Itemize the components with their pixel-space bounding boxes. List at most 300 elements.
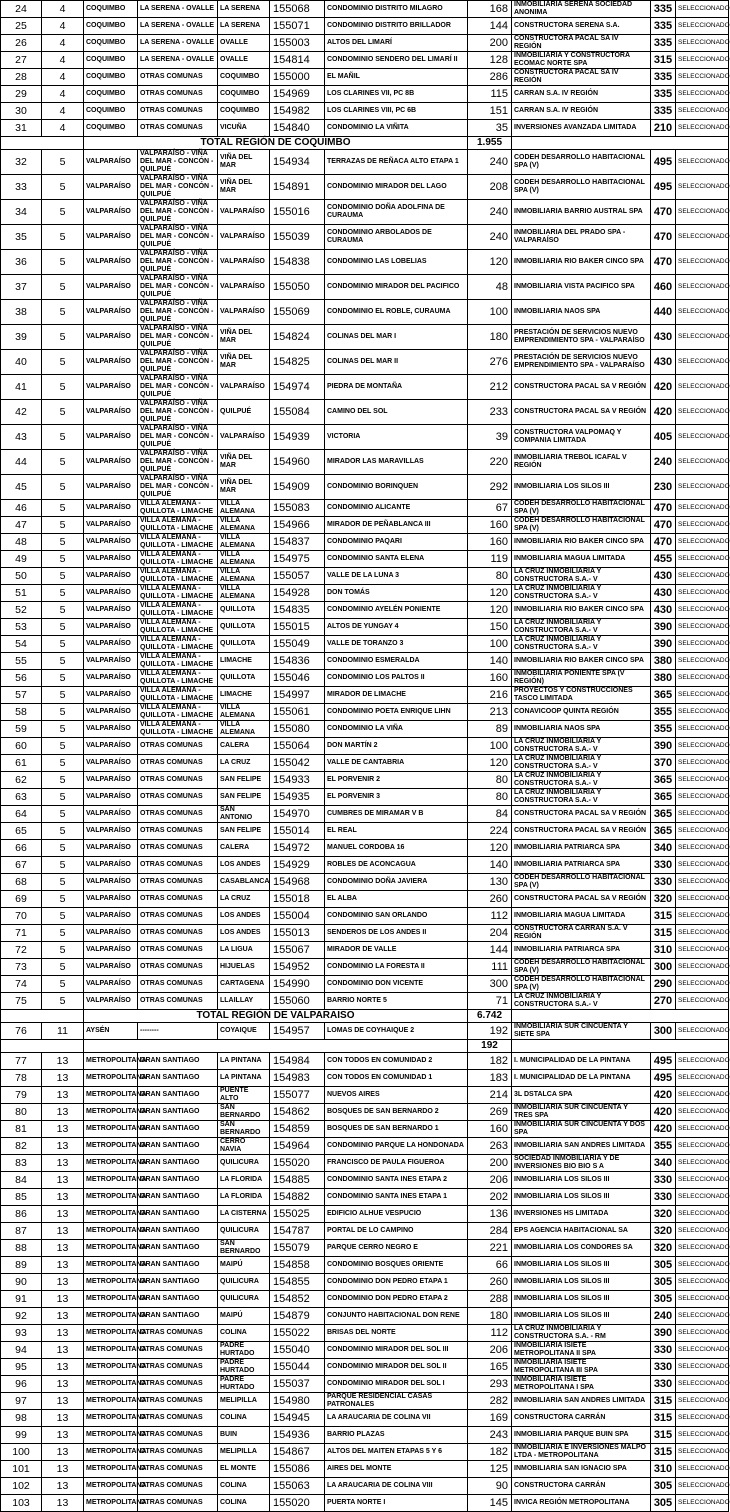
region-name-cell: VALPARAÍSO	[84, 738, 138, 755]
region-number-cell: 4	[42, 1, 84, 18]
housing-units-cell: 200	[468, 35, 512, 52]
table-row	[1, 1240, 729, 1257]
region-name-cell: METROPOLITANA	[84, 1325, 138, 1342]
project-name-cell: CONDOMINIO SANTA INES ETAPA 2	[325, 1172, 468, 1189]
region-name-cell: METROPOLITANA	[84, 1274, 138, 1291]
status-cell: SELECCIONADO	[676, 1478, 729, 1495]
project-code-cell: 154952	[270, 959, 325, 976]
project-code-cell: 154825	[270, 350, 325, 375]
territory-cell: OTRAS COMUNAS	[138, 1325, 218, 1342]
row-number-cell: 63	[1, 789, 42, 806]
project-code-cell: 155068	[270, 1, 325, 18]
status-cell: SELECCIONADO	[676, 1325, 729, 1342]
housing-units-cell: 120	[468, 602, 512, 619]
housing-units-cell: 120	[468, 840, 512, 857]
region-name-cell: METROPOLITANA	[84, 1291, 138, 1308]
region-name-cell: VALPARAÍSO	[84, 772, 138, 789]
row-number-cell: 38	[1, 300, 42, 325]
region-number-cell: 5	[42, 275, 84, 300]
housing-units-cell: 282	[468, 1393, 512, 1410]
housing-units-cell: 136	[468, 1206, 512, 1223]
table-body	[1, 1, 729, 1512]
region-number-cell: 5	[42, 806, 84, 823]
project-name-cell: ALTOS DEL MAITEN ETAPAS 5 Y 6	[325, 1444, 468, 1461]
entity-name-cell: INMOBILIARIA SAN IGNACIO SPA	[512, 1461, 651, 1478]
region-name-cell: METROPOLITANA	[84, 1172, 138, 1189]
status-cell: SELECCIONADO	[676, 942, 729, 959]
status-cell: SELECCIONADO	[676, 619, 729, 636]
status-cell: SELECCIONADO	[676, 1138, 729, 1155]
region-name-cell: VALPARAÍSO	[84, 585, 138, 602]
commune-cell: VILLA ALEMANA	[218, 721, 270, 738]
territory-cell: VALPARAÍSO - VIÑA DEL MAR - CONCÓN - QUILPUÉ	[138, 375, 218, 400]
project-name-cell: CUMBRES DE MIRAMAR V B	[325, 806, 468, 823]
status-cell: SELECCIONADO	[676, 1121, 729, 1138]
housing-units-cell: 144	[468, 942, 512, 959]
row-number-cell: 34	[1, 200, 42, 225]
score-cell: 315	[651, 52, 676, 69]
commune-cell: SAN BERNARDO	[218, 1104, 270, 1121]
commune-cell: CALERA	[218, 840, 270, 857]
commune-cell: PUENTE ALTO	[218, 1087, 270, 1104]
territory-cell: OTRAS COMUNAS	[138, 840, 218, 857]
row-number-cell: 24	[1, 1, 42, 18]
project-name-cell: MIRADOR LAS MARAVILLAS	[325, 450, 468, 475]
score-cell: 230	[651, 475, 676, 500]
table-row	[1, 738, 729, 755]
row-number-cell: 102	[1, 1478, 42, 1495]
score-cell: 315	[651, 925, 676, 942]
commune-cell: QUILICURA	[218, 1291, 270, 1308]
region-name-cell: METROPOLITANA	[84, 1206, 138, 1223]
commune-cell: CERRO NAVIA	[218, 1138, 270, 1155]
region-number-cell: 5	[42, 425, 84, 450]
housing-units-cell: 48	[468, 275, 512, 300]
region-number-cell: 5	[42, 568, 84, 585]
housing-units-cell: 180	[468, 325, 512, 350]
territory-cell: GRAN SANTIAGO	[138, 1121, 218, 1138]
region-name-cell: VALPARAÍSO	[84, 350, 138, 375]
housing-units-cell: 204	[468, 925, 512, 942]
commune-cell: QUILICURA	[218, 1274, 270, 1291]
region-name-cell: VALPARAÍSO	[84, 976, 138, 993]
row-number-cell: 48	[1, 534, 42, 551]
row-number-cell: 83	[1, 1155, 42, 1172]
entity-name-cell: INMOBILIARIA BARRIO AUSTRAL SPA	[512, 200, 651, 225]
housing-units-cell: 168	[468, 1, 512, 18]
project-code-cell: 154984	[270, 1053, 325, 1070]
entity-name-cell: CONSTRUCTORA PACAL SA V REGIÓN	[512, 375, 651, 400]
entity-name-cell: INMOBILIARIA SUR CINCUENTA Y TRES SPA	[512, 1104, 651, 1121]
housing-units-cell: 214	[468, 1087, 512, 1104]
commune-cell: SAN FELIPE	[218, 823, 270, 840]
region-number-cell: 4	[42, 35, 84, 52]
housing-units-cell: 112	[468, 908, 512, 925]
region-number-cell: 13	[42, 1121, 84, 1138]
entity-name-cell: INMOBILIARIA LOS SILOS III	[512, 1257, 651, 1274]
commune-cell: LA CRUZ	[218, 891, 270, 908]
project-code-cell: 154972	[270, 840, 325, 857]
commune-cell: VALPARAÍSO	[218, 425, 270, 450]
table-row	[1, 18, 729, 35]
commune-cell: BUIN	[218, 1427, 270, 1444]
region-name-cell: VALPARAÍSO	[84, 551, 138, 568]
project-code-cell: 155013	[270, 925, 325, 942]
commune-cell: MELIPILLA	[218, 1393, 270, 1410]
region-number-cell: 13	[42, 1376, 84, 1393]
table-row	[1, 534, 729, 551]
housing-units-cell: 100	[468, 300, 512, 325]
table-row	[1, 1461, 729, 1478]
commune-cell: QUILPUÉ	[218, 400, 270, 425]
region-name-cell: VALPARAÍSO	[84, 993, 138, 1010]
housing-units-cell: 284	[468, 1223, 512, 1240]
row-number-cell: 78	[1, 1070, 42, 1087]
region-total-value: 1.955	[468, 137, 512, 150]
status-cell: SELECCIONADO	[676, 1172, 729, 1189]
region-name-cell: VALPARAÍSO	[84, 891, 138, 908]
territory-cell: OTRAS COMUNAS	[138, 120, 218, 137]
entity-name-cell: CODEH DESARROLLO HABITACIONAL SPA (V)	[512, 517, 651, 534]
project-name-cell: TERRAZAS DE REÑACA ALTO ETAPA 1	[325, 150, 468, 175]
region-number-cell: 13	[42, 1444, 84, 1461]
project-code-cell: 155086	[270, 1461, 325, 1478]
project-code-cell: 155061	[270, 704, 325, 721]
commune-cell: LA CISTERNA	[218, 1206, 270, 1223]
entity-name-cell: PRESTACIÓN DE SERVICIOS NUEVO EMPRENDIMIENTO SPA - VALPARAÍSO	[512, 350, 651, 375]
score-cell: 305	[651, 1291, 676, 1308]
project-name-cell: LOS CLARINES VII, PC 8B	[325, 86, 468, 103]
commune-cell: VALPARAÍSO	[218, 200, 270, 225]
commune-cell: VIÑA DEL MAR	[218, 475, 270, 500]
housing-units-cell: 115	[468, 86, 512, 103]
status-cell: SELECCIONADO	[676, 150, 729, 175]
commune-cell: VALPARAÍSO	[218, 250, 270, 275]
territory-cell: GRAN SANTIAGO	[138, 1274, 218, 1291]
entity-name-cell: CONSTRUCTORA SERENA S.A.	[512, 18, 651, 35]
region-name-cell: VALPARAÍSO	[84, 619, 138, 636]
commune-cell: VILLA ALEMANA	[218, 704, 270, 721]
housing-units-cell: 150	[468, 619, 512, 636]
housing-units-cell: 221	[468, 1240, 512, 1257]
region-name-cell: VALPARAÍSO	[84, 400, 138, 425]
territory-cell: LA SERENA - OVALLE	[138, 1, 218, 18]
table-row	[1, 1257, 729, 1274]
project-code-cell: 154934	[270, 150, 325, 175]
table-row	[1, 568, 729, 585]
entity-name-cell: CODEH DESARROLLO HABITACIONAL SPA (V)	[512, 874, 651, 891]
region-total-value: 6.742	[468, 1010, 512, 1023]
region-name-cell: COQUIMBO	[84, 1, 138, 18]
status-cell: SELECCIONADO	[676, 1023, 729, 1040]
region-name-cell: VALPARAÍSO	[84, 942, 138, 959]
row-number-cell: 54	[1, 636, 42, 653]
housing-units-cell: 145	[468, 1495, 512, 1512]
status-cell: SELECCIONADO	[676, 400, 729, 425]
territory-cell: VILLA ALEMANA - QUILLOTA - LIMACHE	[138, 653, 218, 670]
territory-cell: GRAN SANTIAGO	[138, 1053, 218, 1070]
row-number-cell: 32	[1, 150, 42, 175]
territory-cell: OTRAS COMUNAS	[138, 755, 218, 772]
region-number-cell: 5	[42, 959, 84, 976]
status-cell: SELECCIONADO	[676, 450, 729, 475]
commune-cell: LA LIGUA	[218, 942, 270, 959]
region-name-cell: VALPARAÍSO	[84, 200, 138, 225]
project-code-cell: 154835	[270, 602, 325, 619]
housing-units-cell: 119	[468, 551, 512, 568]
table-row	[1, 585, 729, 602]
entity-name-cell: INMOBILIARIA SAN ANDRES LIMITADA	[512, 1138, 651, 1155]
region-name-cell: METROPOLITANA	[84, 1257, 138, 1274]
status-cell: SELECCIONADO	[676, 35, 729, 52]
region-number-cell: 5	[42, 840, 84, 857]
region-number-cell: 5	[42, 738, 84, 755]
status-cell: SELECCIONADO	[676, 86, 729, 103]
region-number-cell: 5	[42, 891, 84, 908]
project-name-cell: BARRIO PLAZAS	[325, 1427, 468, 1444]
region-name-cell: VALPARAÍSO	[84, 687, 138, 704]
status-cell: SELECCIONADO	[676, 1427, 729, 1444]
region-number-cell: 5	[42, 976, 84, 993]
project-name-cell: BOSQUES DE SAN BERNARDO 2	[325, 1104, 468, 1121]
housing-units-cell: 165	[468, 1359, 512, 1376]
housing-units-cell: 224	[468, 823, 512, 840]
project-code-cell: 155004	[270, 908, 325, 925]
status-cell: SELECCIONADO	[676, 551, 729, 568]
project-name-cell: VALLE DE LA LUNA 3	[325, 568, 468, 585]
status-cell: SELECCIONADO	[676, 120, 729, 137]
project-name-cell: CONDOMINIO DON PEDRO ETAPA 2	[325, 1291, 468, 1308]
region-number-cell: 5	[42, 400, 84, 425]
entity-name-cell: INMOBILIARIA DEL PRADO SPA - VALPARAÍSO	[512, 225, 651, 250]
project-name-cell: VALLE DE TORANZO 3	[325, 636, 468, 653]
region-number-cell: 5	[42, 619, 84, 636]
region-name-cell: VALPARAÍSO	[84, 857, 138, 874]
region-number-cell: 13	[42, 1359, 84, 1376]
region-name-cell: VALPARAÍSO	[84, 823, 138, 840]
region-number-cell: 5	[42, 993, 84, 1010]
table-row	[1, 908, 729, 925]
entity-name-cell: INMOBILIARIA ISIETE METROPOLITANA I SPA	[512, 1376, 651, 1393]
region-number-cell: 5	[42, 450, 84, 475]
table-row	[1, 1444, 729, 1461]
row-number-cell: 95	[1, 1359, 42, 1376]
region-name-cell: VALPARAÍSO	[84, 959, 138, 976]
region-number-cell: 4	[42, 86, 84, 103]
project-name-cell: EL PORVENIR 3	[325, 789, 468, 806]
housing-units-cell: 120	[468, 585, 512, 602]
project-name-cell: CONDOMINIO DOÑA ADOLFINA DE CURAUMA	[325, 200, 468, 225]
project-name-cell: PIEDRA DE MONTAÑA	[325, 375, 468, 400]
entity-name-cell: I. MUNICIPALIDAD DE LA PINTANA	[512, 1070, 651, 1087]
status-cell: SELECCIONADO	[676, 500, 729, 517]
project-name-cell: AIRES DEL MONTE	[325, 1461, 468, 1478]
status-cell: SELECCIONADO	[676, 602, 729, 619]
status-cell: SELECCIONADO	[676, 225, 729, 250]
region-number-cell: 13	[42, 1461, 84, 1478]
row-number-cell: 99	[1, 1427, 42, 1444]
project-code-cell: 154885	[270, 1172, 325, 1189]
entity-name-cell: CONSTRUCTORA CARRAN S.A. V REGIÓN	[512, 925, 651, 942]
table-row	[1, 517, 729, 534]
region-name-cell: METROPOLITANA	[84, 1359, 138, 1376]
territory-cell: VILLA ALEMANA - QUILLOTA - LIMACHE	[138, 585, 218, 602]
table-row	[1, 400, 729, 425]
project-name-cell: DON TOMÁS	[325, 585, 468, 602]
table-row	[1, 1223, 729, 1240]
commune-cell: VILLA ALEMANA	[218, 517, 270, 534]
score-cell: 310	[651, 942, 676, 959]
table-row	[1, 200, 729, 225]
housing-units-cell: 66	[468, 1257, 512, 1274]
table-row	[1, 475, 729, 500]
housing-units-cell: 286	[468, 69, 512, 86]
region-name-cell: VALPARAÍSO	[84, 840, 138, 857]
region-name-cell: VALPARAÍSO	[84, 517, 138, 534]
commune-cell: COLINA	[218, 1325, 270, 1342]
commune-cell: QUILLOTA	[218, 670, 270, 687]
commune-cell: LIMACHE	[218, 653, 270, 670]
commune-cell: VILLA ALEMANA	[218, 534, 270, 551]
score-cell: 320	[651, 1206, 676, 1223]
territory-cell: VALPARAÍSO - VIÑA DEL MAR - CONCÓN - QUILPUÉ	[138, 250, 218, 275]
region-number-cell: 4	[42, 103, 84, 120]
project-name-cell: CONDOMINIO PARQUE LA HONDONADA	[325, 1138, 468, 1155]
housing-units-cell: 84	[468, 806, 512, 823]
row-number-cell: 89	[1, 1257, 42, 1274]
commune-cell: COQUIMBO	[218, 86, 270, 103]
housing-units-cell: 200	[468, 1155, 512, 1172]
status-cell: SELECCIONADO	[676, 823, 729, 840]
row-number-cell: 49	[1, 551, 42, 568]
territory-cell: VILLA ALEMANA - QUILLOTA - LIMACHE	[138, 568, 218, 585]
entity-name-cell: LA CRUZ INMOBILIARIA Y CONSTRUCTORA S.A.- V	[512, 789, 651, 806]
project-name-cell: CONDOMINIO EL ROBLE, CURAUMA	[325, 300, 468, 325]
status-cell: SELECCIONADO	[676, 1393, 729, 1410]
territory-cell: OTRAS COMUNAS	[138, 772, 218, 789]
region-name-cell: METROPOLITANA	[84, 1155, 138, 1172]
territory-cell: VALPARAÍSO - VIÑA DEL MAR - CONCÓN - QUILPUÉ	[138, 450, 218, 475]
table-row	[1, 636, 729, 653]
table-row	[1, 150, 729, 175]
score-cell: 365	[651, 789, 676, 806]
row-number-cell: 98	[1, 1410, 42, 1427]
region-name-cell: VALPARAÍSO	[84, 300, 138, 325]
region-number-cell: 13	[42, 1223, 84, 1240]
territory-cell: VILLA ALEMANA - QUILLOTA - LIMACHE	[138, 721, 218, 738]
project-code-cell: 154980	[270, 1393, 325, 1410]
row-number-cell: 56	[1, 670, 42, 687]
entity-name-cell: INVERSIONES HS LIMITADA	[512, 1206, 651, 1223]
commune-cell: QUILLOTA	[218, 602, 270, 619]
commune-cell: VIÑA DEL MAR	[218, 325, 270, 350]
score-cell: 420	[651, 1104, 676, 1121]
entity-name-cell: CODEH DESARROLLO HABITACIONAL SPA (V)	[512, 959, 651, 976]
territory-cell: GRAN SANTIAGO	[138, 1087, 218, 1104]
row-number-cell: 92	[1, 1308, 42, 1325]
row-number-cell: 39	[1, 325, 42, 350]
entity-name-cell: LA CRUZ INMOBILIARIA Y CONSTRUCTORA S.A.- V	[512, 738, 651, 755]
entity-name-cell: INMOBILIARIA PONIENTE SPA (V REGIÓN)	[512, 670, 651, 687]
project-code-cell: 155057	[270, 568, 325, 585]
housing-units-cell: 260	[468, 891, 512, 908]
commune-cell: PADRE HURTADO	[218, 1359, 270, 1376]
status-cell: SELECCIONADO	[676, 874, 729, 891]
entity-name-cell: CARRAN S.A. IV REGIÓN	[512, 103, 651, 120]
status-cell: SELECCIONADO	[676, 568, 729, 585]
territory-cell: GRAN SANTIAGO	[138, 1206, 218, 1223]
housing-units-cell: 220	[468, 450, 512, 475]
commune-cell: LA CRUZ	[218, 755, 270, 772]
project-code-cell: 154909	[270, 475, 325, 500]
region-number-cell: 5	[42, 475, 84, 500]
housing-units-cell: 130	[468, 874, 512, 891]
score-cell: 380	[651, 653, 676, 670]
row-number-cell: 50	[1, 568, 42, 585]
territory-cell: OTRAS COMUNAS	[138, 1427, 218, 1444]
project-name-cell: CONDOMINIO LA VIÑITA	[325, 120, 468, 137]
project-name-cell: CONDOMINIO DOÑA JAVIERA	[325, 874, 468, 891]
project-code-cell: 155049	[270, 636, 325, 653]
project-code-cell: 155016	[270, 200, 325, 225]
territory-cell: GRAN SANTIAGO	[138, 1240, 218, 1257]
region-number-cell: 13	[42, 1053, 84, 1070]
project-code-cell: 154945	[270, 1410, 325, 1427]
table-row	[1, 1359, 729, 1376]
entity-name-cell: INMOBILIARIA RIO BAKER CINCO SPA	[512, 653, 651, 670]
row-number-cell: 81	[1, 1121, 42, 1138]
project-name-cell: CONDOMINIO SENDERO DEL LIMARÍ II	[325, 52, 468, 69]
region-number-cell: 13	[42, 1410, 84, 1427]
project-code-cell: 155000	[270, 69, 325, 86]
row-number-cell: 87	[1, 1223, 42, 1240]
table-row	[1, 1206, 729, 1223]
project-code-cell: 154983	[270, 1070, 325, 1087]
score-cell: 390	[651, 619, 676, 636]
housing-units-cell: 35	[468, 120, 512, 137]
status-cell: SELECCIONADO	[676, 1053, 729, 1070]
score-cell: 330	[651, 1359, 676, 1376]
row-number-cell: 74	[1, 976, 42, 993]
entity-name-cell: CONSTRUCTORA CARRÁN	[512, 1410, 651, 1427]
territory-cell: VALPARAÍSO - VIÑA DEL MAR - CONCÓN - QUILPUÉ	[138, 400, 218, 425]
region-name-cell: VALPARAÍSO	[84, 806, 138, 823]
table-row	[1, 823, 729, 840]
row-number-cell: 37	[1, 275, 42, 300]
region-name-cell: VALPARAÍSO	[84, 325, 138, 350]
project-name-cell: CON TODOS EN COMUNIDAD 2	[325, 1053, 468, 1070]
commune-cell: LIMACHE	[218, 687, 270, 704]
territory-cell: LA SERENA - OVALLE	[138, 35, 218, 52]
territory-cell: OTRAS COMUNAS	[138, 959, 218, 976]
housing-units-cell: 180	[468, 1308, 512, 1325]
project-code-cell: 154867	[270, 1444, 325, 1461]
project-name-cell: BOSQUES DE SAN BERNARDO 1	[325, 1121, 468, 1138]
table-row	[1, 619, 729, 636]
region-name-cell: VALPARAÍSO	[84, 275, 138, 300]
region-name-cell: VALPARAÍSO	[84, 475, 138, 500]
entity-name-cell: INMOBILIARIA PATRIARCA SPA	[512, 942, 651, 959]
region-number-cell: 13	[42, 1155, 84, 1172]
housing-units-cell: 192	[468, 1023, 512, 1040]
table-row	[1, 69, 729, 86]
region-number-cell: 5	[42, 534, 84, 551]
region-number-cell: 13	[42, 1240, 84, 1257]
region-name-cell: VALPARAÍSO	[84, 874, 138, 891]
row-number-cell: 85	[1, 1189, 42, 1206]
score-cell: 390	[651, 636, 676, 653]
status-cell: SELECCIONADO	[676, 1, 729, 18]
